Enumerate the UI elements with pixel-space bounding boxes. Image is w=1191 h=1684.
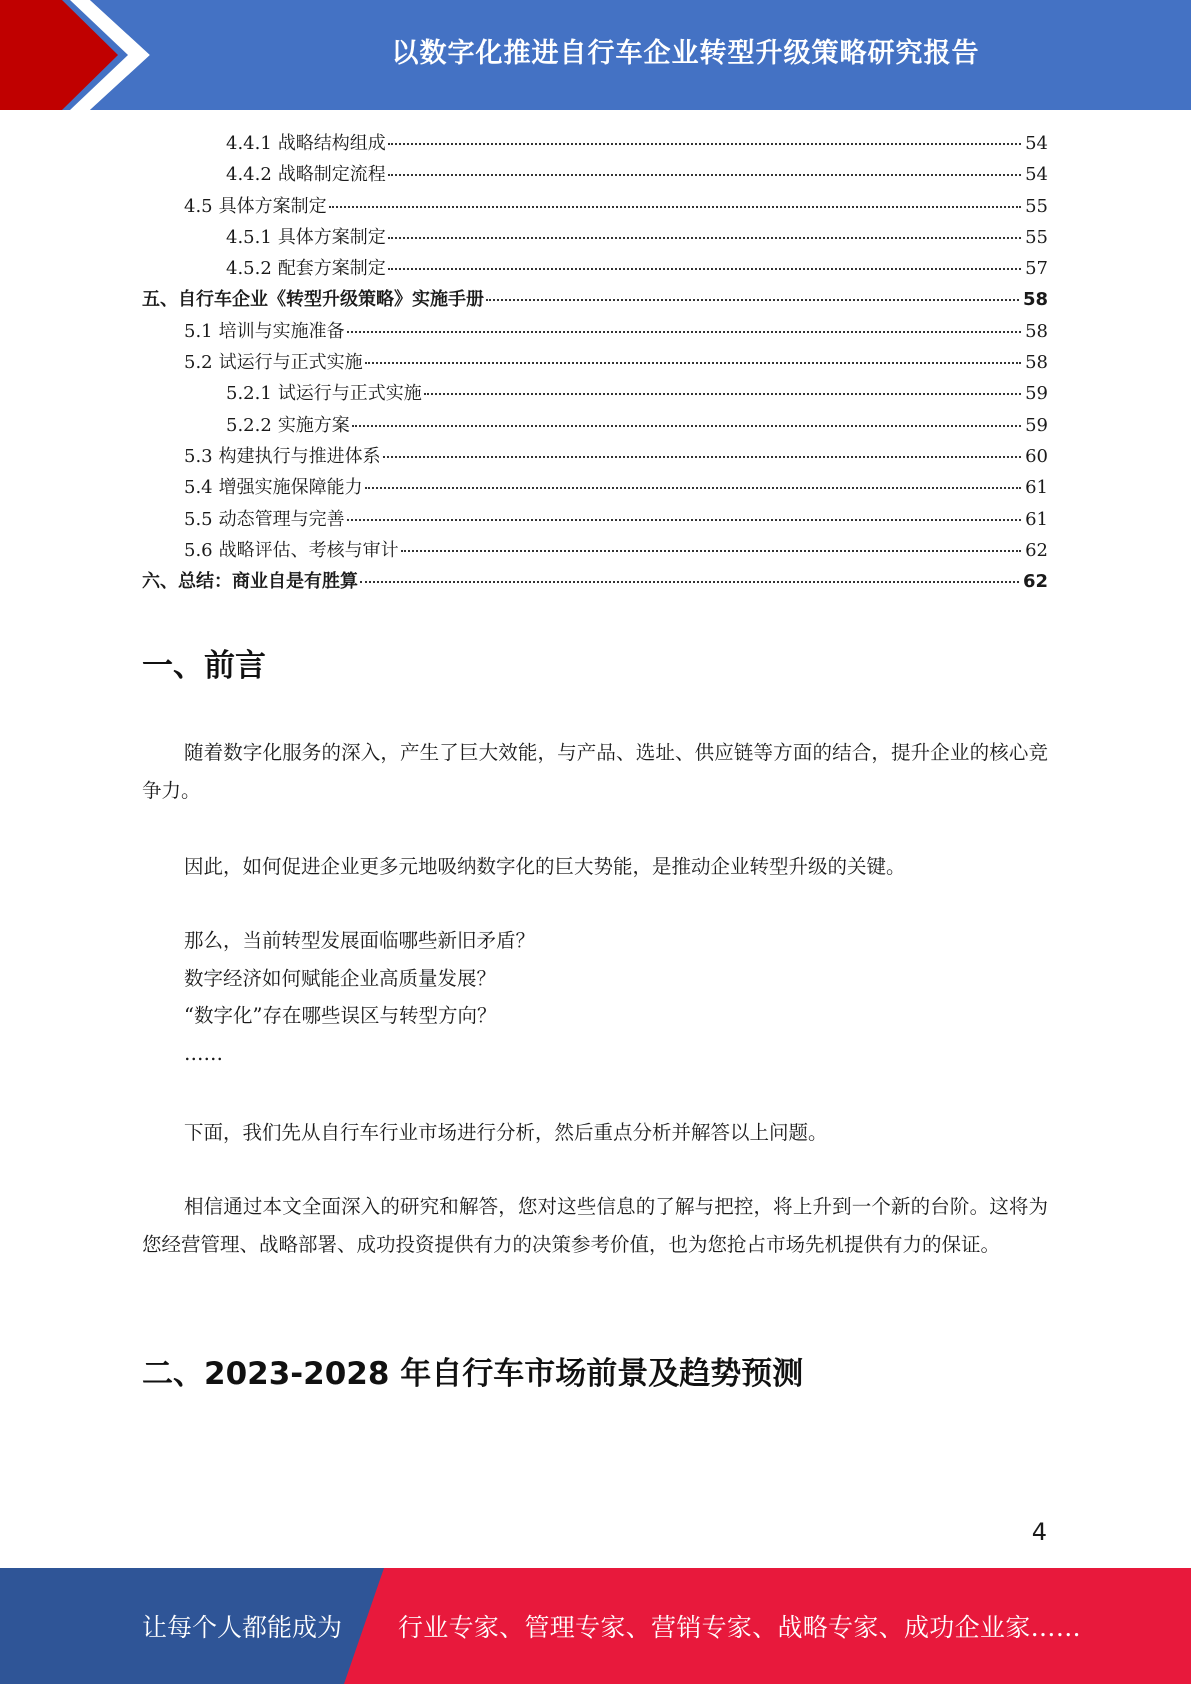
toc-entry-title: 五、自行车企业《转型升级策略》实施手册 — [142, 289, 484, 311]
header-arrow-decoration — [0, 0, 160, 110]
toc-entry-title: 试运行与正式实施 — [277, 383, 422, 405]
toc-entry-title: 具体方案制定 — [277, 226, 386, 248]
toc-entry-number: 5.6 — [184, 539, 213, 561]
toc-entry-page: 59 — [1025, 383, 1048, 405]
toc-entry-page: 55 — [1025, 226, 1048, 248]
toc-dot-leader — [347, 331, 1021, 333]
toc-entry[interactable] — [142, 222, 1048, 253]
page-number: 4 — [1031, 1518, 1047, 1546]
question-list — [184, 922, 1048, 1072]
toc-entry-number: 5.2 — [184, 352, 213, 374]
toc-entry[interactable] — [142, 284, 1048, 315]
toc-dot-leader — [388, 268, 1021, 270]
toc-entry-page: 58 — [1022, 289, 1048, 311]
toc-entry-page: 59 — [1025, 414, 1048, 436]
question-line: 那么，当前转型发展面临哪些新旧矛盾？ — [184, 929, 536, 952]
toc-entry-title: 六、总结：商业自是有胜算 — [142, 571, 358, 593]
toc-entry-title: 培训与实施准备 — [218, 320, 345, 342]
toc-entry-title: 具体方案制定 — [218, 195, 327, 217]
toc-entry-title: 构建执行与推进体系 — [218, 445, 381, 467]
paragraph-intro: 随着数字化服务的深入，产生了巨大效能，与产品、选址、供应链等方面的结合，提升企业的核心竞争力。 — [142, 741, 1048, 802]
toc-entry-page: 58 — [1025, 320, 1048, 342]
toc-entry-number: 5.2.1 — [226, 383, 272, 405]
header-title: 以数字化推进自行车企业转型升级策略研究报告 — [391, 37, 980, 69]
toc-entry-title: 试运行与正式实施 — [218, 352, 363, 374]
toc-dot-leader — [424, 393, 1021, 395]
toc-dot-leader — [329, 206, 1021, 208]
toc-entry-title: 增强实施保障能力 — [218, 477, 363, 499]
paragraph-value: 相信通过本文全面深入的研究和解答，您对这些信息的了解与把控，将上升到一个新的台阶。这将为您经营管理、战略部署、成功投资提供有力的决策参考价值，也为您抢占市场先机提供有力的保证。 — [142, 1195, 1048, 1256]
toc-entry[interactable] — [142, 253, 1048, 284]
toc-entry-number: 5.4 — [184, 477, 213, 499]
toc-entry-page: 60 — [1025, 445, 1048, 467]
toc-entry-number: 4.5.2 — [226, 258, 272, 280]
toc-entry-title: 战略制定流程 — [277, 164, 386, 186]
toc-dot-leader — [401, 550, 1021, 552]
toc-entry[interactable] — [142, 316, 1048, 347]
toc-entry-page: 54 — [1025, 133, 1048, 154]
toc-entry-title: 实施方案 — [277, 414, 350, 436]
toc-dot-leader — [388, 143, 1021, 145]
toc-dot-leader — [486, 299, 1019, 301]
toc-entry-page: 62 — [1025, 539, 1048, 561]
table-of-contents — [142, 128, 1048, 597]
toc-entry[interactable] — [142, 128, 1048, 159]
footer-slogan-left: 让每个人都能成为 — [142, 1613, 343, 1642]
toc-entry-title: 配套方案制定 — [277, 258, 386, 280]
toc-dot-leader — [388, 174, 1021, 176]
toc-entry[interactable] — [142, 347, 1048, 378]
toc-entry-number: 5.1 — [184, 320, 213, 342]
toc-entry[interactable] — [142, 159, 1048, 190]
paragraph-key-point: 因此，如何促进企业更多元地吸纳数字化的巨大势能，是推动企业转型升级的关键。 — [184, 855, 906, 878]
toc-entry-page: 58 — [1025, 352, 1048, 374]
toc-dot-leader — [352, 425, 1021, 427]
question-ellipsis: …… — [184, 1041, 223, 1065]
toc-entry-page: 57 — [1025, 258, 1048, 280]
toc-entry[interactable] — [142, 191, 1048, 222]
footer-slogan-right: 行业专家、管理专家、营销专家、战略专家、成功企业家…… — [398, 1613, 1082, 1642]
question-line: “数字化”存在哪些误区与转型方向？ — [184, 1004, 497, 1027]
toc-entry-number: 5.3 — [184, 445, 213, 467]
question-line: 数字经济如何赋能企业高质量发展？ — [184, 966, 497, 990]
toc-dot-leader — [388, 237, 1021, 239]
toc-entry-number: 5.5 — [184, 508, 213, 530]
toc-entry-page: 61 — [1025, 508, 1048, 530]
toc-entry-page: 62 — [1022, 571, 1048, 593]
page-header — [0, 0, 1191, 110]
section-heading-preface: 一、前言 — [142, 648, 266, 684]
toc-entry-number: 4.4.1 — [226, 133, 272, 154]
toc-entry-number: 4.5 — [184, 195, 213, 217]
page-footer — [0, 1568, 1191, 1684]
toc-entry[interactable] — [142, 566, 1048, 597]
toc-dot-leader — [383, 456, 1021, 458]
toc-entry-title: 动态管理与完善 — [218, 508, 345, 530]
toc-dot-leader — [360, 581, 1019, 583]
toc-entry-title: 战略评估、考核与审计 — [218, 539, 399, 561]
toc-dot-leader — [365, 487, 1021, 489]
paragraph-approach: 下面，我们先从自行车行业市场进行分析，然后重点分析并解答以上问题。 — [184, 1121, 828, 1144]
toc-entry[interactable] — [142, 472, 1048, 503]
toc-entry[interactable] — [142, 504, 1048, 535]
toc-entry[interactable] — [142, 410, 1048, 441]
toc-entry[interactable] — [142, 441, 1048, 472]
toc-dot-leader — [365, 362, 1021, 364]
toc-entry[interactable] — [142, 378, 1048, 409]
toc-entry-page: 55 — [1025, 195, 1048, 217]
toc-entry-page: 61 — [1025, 477, 1048, 499]
toc-entry-number: 5.2.2 — [226, 414, 272, 436]
section-heading-market-forecast: 二、2023-2028 年自行车市场前景及趋势预测 — [142, 1356, 804, 1392]
toc-entry-number: 4.4.2 — [226, 164, 272, 186]
toc-entry-number: 4.5.1 — [226, 226, 272, 248]
toc-dot-leader — [347, 519, 1021, 521]
toc-entry-page: 54 — [1025, 164, 1048, 186]
toc-entry-title: 战略结构组成 — [277, 133, 386, 154]
toc-entry[interactable] — [142, 535, 1048, 566]
